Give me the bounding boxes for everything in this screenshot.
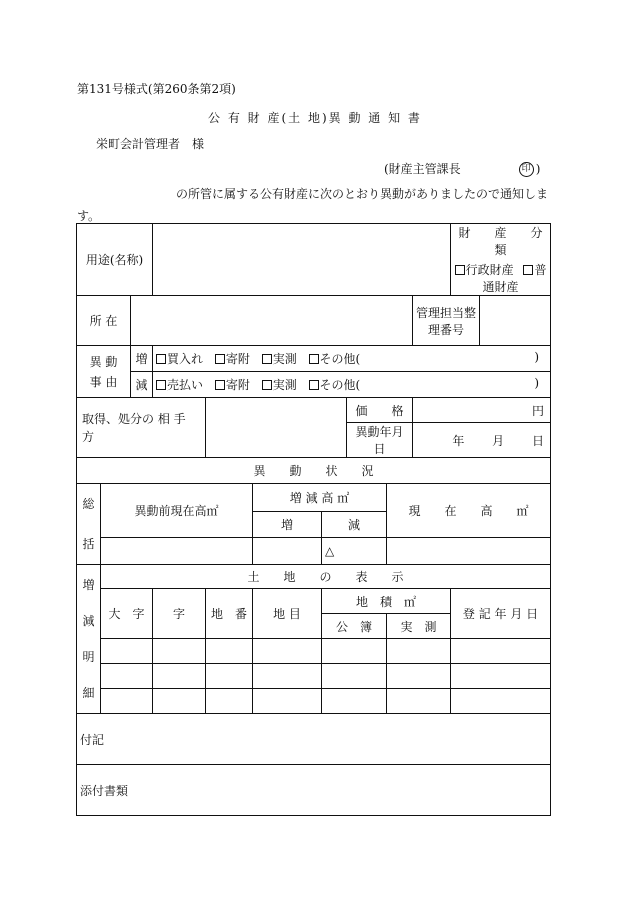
survey-in-checkbox[interactable] <box>262 354 272 364</box>
donation-in-checkbox[interactable] <box>215 354 225 364</box>
price-field[interactable] <box>413 398 551 423</box>
col-chimoku: 地 目 <box>253 589 322 639</box>
reason-label: 異 動 事 由 <box>77 346 131 398</box>
sender-close: ) <box>535 162 541 176</box>
before-area-field[interactable] <box>101 538 253 565</box>
seal-mark: 印 <box>519 162 534 177</box>
registration-date-field[interactable] <box>451 664 551 689</box>
day-unit: 日 <box>532 433 545 448</box>
status-header: 異 動 状 況 <box>77 458 551 484</box>
current-area-field[interactable] <box>387 538 551 565</box>
koubo-field[interactable] <box>322 639 387 664</box>
sender-title: (財産主管課長 <box>384 162 461 176</box>
admin-property-checkbox[interactable] <box>455 265 465 275</box>
aza-field[interactable] <box>153 639 206 664</box>
col-jissoku: 実 測 <box>387 614 451 639</box>
survey-out-checkbox[interactable] <box>262 380 272 390</box>
reason-decrease-label: 減 <box>131 372 153 398</box>
col-aza: 字 <box>153 589 206 639</box>
chiban-field[interactable] <box>206 639 253 664</box>
summary-label: 総 括 <box>77 484 101 565</box>
other-out-label: その他( <box>319 378 361 392</box>
col-registration-date: 登 記 年 月 日 <box>451 589 551 639</box>
attachments-field[interactable] <box>77 765 551 816</box>
other-out-close: ) <box>534 376 540 390</box>
col-area: 地 積 ㎡ <box>322 589 451 614</box>
counterparty-label: 取得、処分の 相 手 方 <box>77 398 206 458</box>
form-number: 第131号様式(第260条第2項) <box>77 82 236 96</box>
jissoku-field[interactable] <box>387 689 451 714</box>
aza-field[interactable] <box>153 689 206 714</box>
chiban-field[interactable] <box>206 664 253 689</box>
location-label: 所 在 <box>77 296 131 346</box>
before-area-label: 異動前現在高㎡ <box>101 484 253 538</box>
chiban-field[interactable] <box>206 689 253 714</box>
body-text-line1: の所管に属する公有財産に次のとおり異動がありましたので通知しま <box>176 187 549 201</box>
property-class-cell <box>451 224 567 296</box>
donation-out-checkbox[interactable] <box>215 380 225 390</box>
chimoku-field[interactable] <box>253 664 322 689</box>
triangle-mark: △ <box>325 544 335 559</box>
purchase-option: 買入れ <box>167 352 204 366</box>
notification-form <box>76 223 567 816</box>
month-unit: 月 <box>492 433 505 448</box>
other-in-checkbox[interactable] <box>309 354 319 364</box>
increase-amount-field[interactable] <box>253 538 322 565</box>
chimoku-field[interactable] <box>253 689 322 714</box>
year-unit: 年 <box>452 433 465 448</box>
other-in-close: ) <box>534 350 540 364</box>
current-area-label: 現 在 高 ㎡ <box>387 484 551 538</box>
donation-out-option: 寄附 <box>225 378 250 392</box>
change-amount-label: 増 減 高 ㎡ <box>253 484 387 512</box>
attachments-label: 添付書類 <box>80 783 129 798</box>
chimoku-field[interactable] <box>253 639 322 664</box>
detail-label: 増 減 明 細 <box>77 565 101 714</box>
donation-in-option: 寄附 <box>225 352 250 366</box>
detail-row <box>77 639 551 664</box>
usage-label: 用途(名称) <box>77 224 153 296</box>
admin-property-option: 行政財産 <box>465 263 514 277</box>
oaza-field[interactable] <box>101 689 153 714</box>
general-property-checkbox[interactable] <box>523 265 533 275</box>
oaza-field[interactable] <box>101 639 153 664</box>
col-koubo: 公 簿 <box>322 614 387 639</box>
purchase-checkbox[interactable] <box>156 354 166 364</box>
change-date-label: 異動年月日 <box>347 423 413 458</box>
sale-option: 売払い <box>167 378 204 392</box>
col-chiban: 地 番 <box>206 589 253 639</box>
koubo-field[interactable] <box>322 664 387 689</box>
location-field[interactable] <box>131 296 413 346</box>
usage-field[interactable] <box>153 224 451 296</box>
body-text-line2: す。 <box>77 209 101 223</box>
admin-number-label: 管理担当整理番号 <box>413 296 480 346</box>
detail-row <box>77 664 551 689</box>
property-class-label: 財 産 分 類 <box>458 226 567 257</box>
detail-row <box>77 689 551 714</box>
remarks-field[interactable] <box>77 714 551 765</box>
land-display-header: 土 地 の 表 示 <box>101 565 551 589</box>
registration-date-field[interactable] <box>451 639 551 664</box>
other-out-checkbox[interactable] <box>309 380 319 390</box>
koubo-field[interactable] <box>322 689 387 714</box>
survey-in-option: 実測 <box>272 352 297 366</box>
aza-field[interactable] <box>153 664 206 689</box>
admin-number-field[interactable] <box>480 296 551 346</box>
change-date-field[interactable] <box>413 423 551 458</box>
reason-decrease-options <box>153 372 551 398</box>
registration-date-field[interactable] <box>451 689 551 714</box>
sender-line <box>384 160 540 177</box>
other-in-label: その他( <box>319 352 361 366</box>
jissoku-field[interactable] <box>387 639 451 664</box>
price-unit: 円 <box>532 403 545 418</box>
sale-checkbox[interactable] <box>156 380 166 390</box>
counterparty-field[interactable] <box>206 398 347 458</box>
col-oaza: 大 字 <box>101 589 153 639</box>
change-decrease-label: 減 <box>322 511 387 538</box>
price-label: 価 格 <box>347 398 413 423</box>
change-increase-label: 増 <box>253 511 322 538</box>
jissoku-field[interactable] <box>387 664 451 689</box>
reason-increase-label: 増 <box>131 346 153 372</box>
document-title: 公 有 財 産(土 地)異 動 通 知 書 <box>208 111 422 125</box>
oaza-field[interactable] <box>101 664 153 689</box>
general-property-option: 普通財産 <box>482 263 547 294</box>
addressee: 栄町会計管理者 様 <box>96 137 205 151</box>
survey-out-option: 実測 <box>272 378 297 392</box>
reason-increase-options <box>153 346 551 372</box>
decrease-amount-field[interactable] <box>322 538 387 565</box>
remarks-label: 付記 <box>80 732 105 747</box>
